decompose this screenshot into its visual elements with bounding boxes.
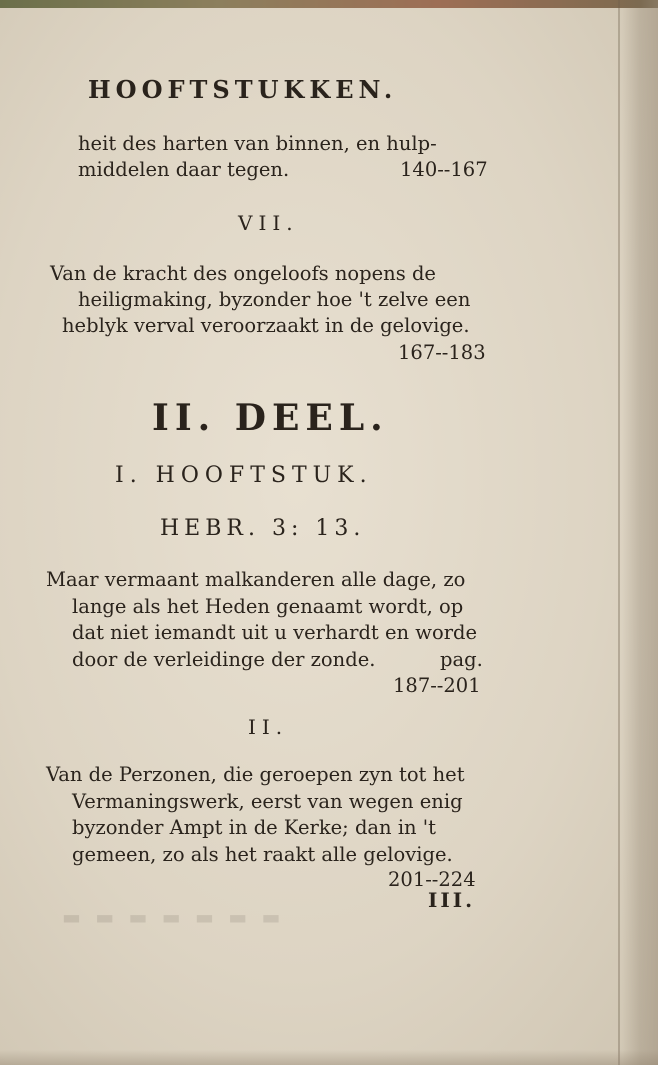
- p2c1-line-2: lange als het Heden genaamt wordt, op: [72, 595, 464, 618]
- ch6-page-range: 140--167: [400, 158, 488, 181]
- page-top-edge: [0, 0, 658, 8]
- bleed-through-shadow: ▬ ▬ ▬ ▬ ▬ ▬ ▬: [58, 905, 281, 929]
- p2c2-numeral: II.: [248, 715, 289, 739]
- p2c1-pag-label: pag.: [440, 648, 483, 671]
- chapter-heading: I. HOOFTSTUK.: [115, 463, 373, 488]
- page-bottom-edge: [0, 1050, 658, 1065]
- running-head: HOOFTSTUKKEN.: [88, 75, 398, 104]
- p2c1-page-range: 187--201: [393, 674, 481, 697]
- text-reference: HEBR. 3: 13.: [160, 516, 366, 541]
- ch7-numeral: VII.: [238, 211, 299, 235]
- p2c2-line-3: byzonder Ampt in de Kerke; dan in 't: [72, 816, 437, 839]
- ch6-line-2: middelen daar tegen.: [78, 158, 290, 181]
- ch7-line-2: heiligmaking, byzonder hoe 't zelve een: [78, 288, 471, 311]
- page-right-edge: [622, 0, 658, 1065]
- p2c2-page-range: 201--224: [388, 868, 476, 891]
- p2c2-line-4: gemeen, zo als het raakt alle gelovige.: [72, 843, 453, 866]
- p2c1-line-1: Maar vermaant malkanderen alle dage, zo: [46, 568, 466, 591]
- catchword: III.: [428, 888, 476, 912]
- ch6-line-1: heit des harten van binnen, en hulp-: [78, 132, 437, 155]
- ch7-line-3: heblyk verval veroorzaakt in de gelovige.: [62, 314, 470, 337]
- p2c1-line-4: door de verleidinge der zonde.: [72, 648, 376, 671]
- part-title: II. DEEL.: [152, 397, 389, 439]
- p2c2-line-2: Vermaningswerk, eerst van wegen enig: [72, 790, 463, 813]
- page-fold-line: [618, 0, 620, 1065]
- ch7-page-range: 167--183: [398, 341, 486, 364]
- p2c1-line-3: dat niet iemandt uit u verhardt en worde: [72, 621, 478, 644]
- ch7-line-1: Van de kracht des ongeloofs nopens de: [50, 262, 436, 285]
- p2c2-line-1: Van de Perzonen, die geroepen zyn tot het: [46, 763, 465, 786]
